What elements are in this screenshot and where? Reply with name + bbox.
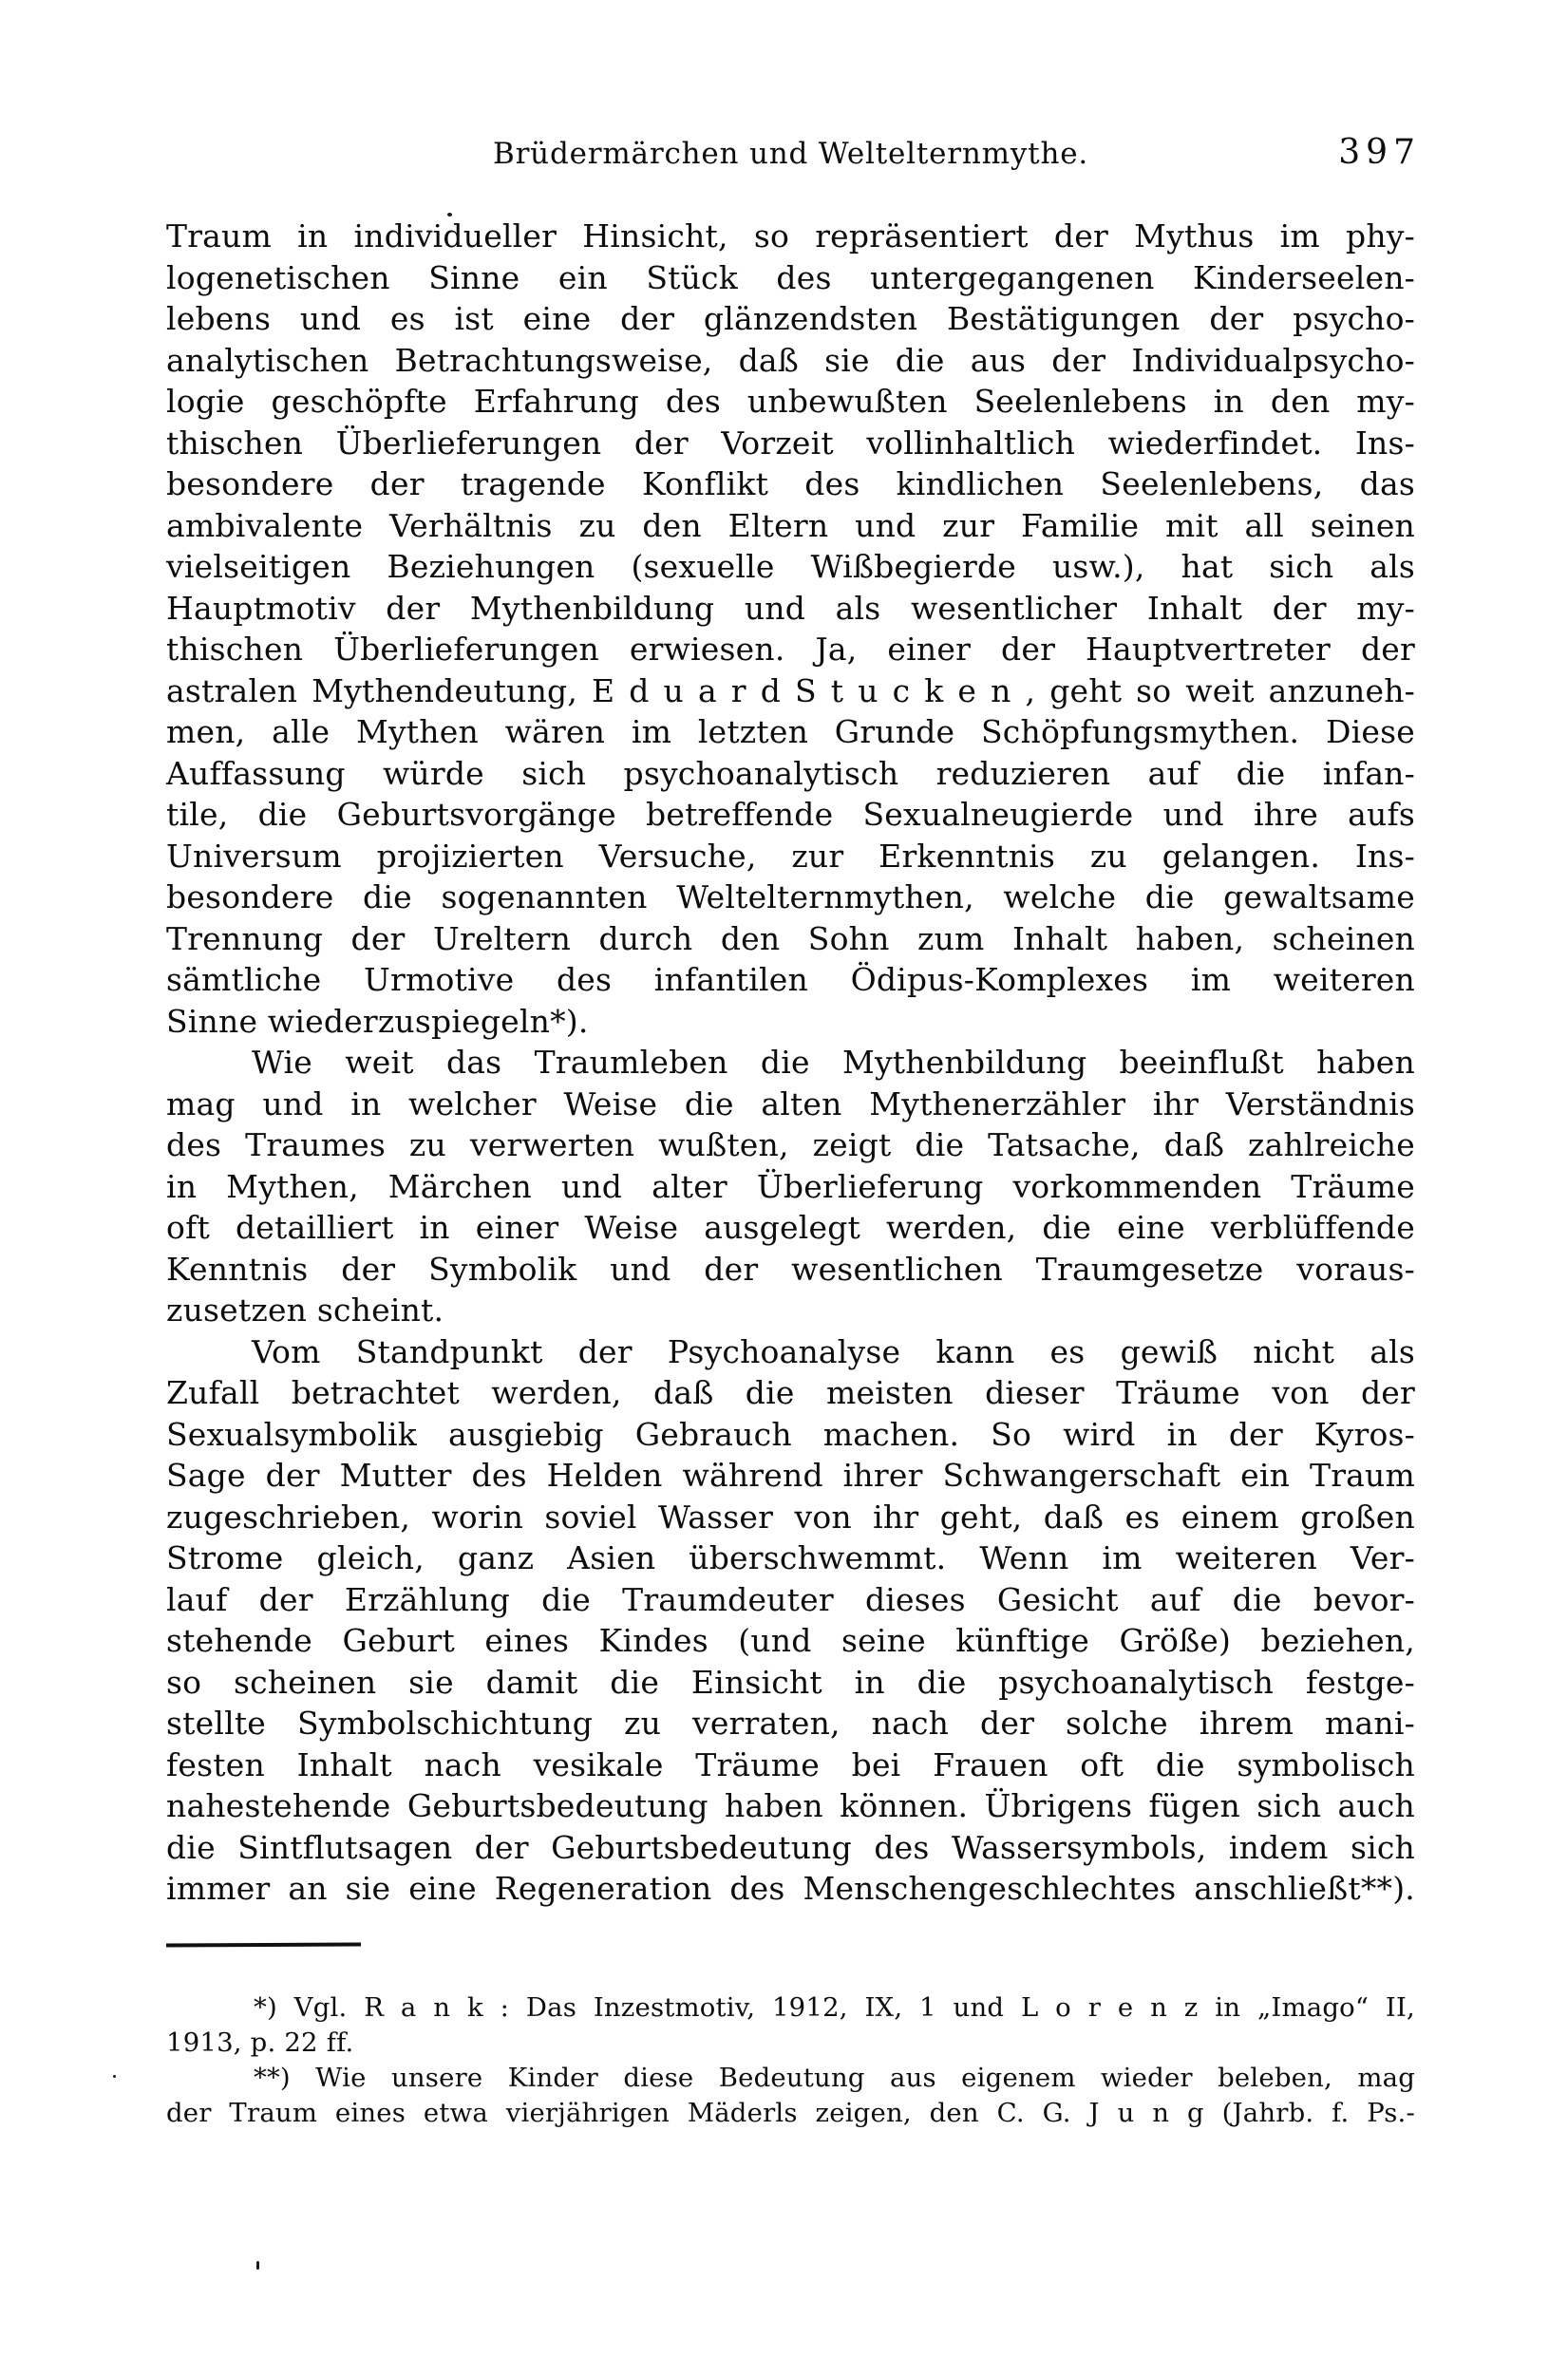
paragraph <box>166 1331 1415 1910</box>
text-line: zugeschrieben, worin soviel Wasser von ihr geht, daß es einem großen <box>166 1498 1415 1536</box>
text-line: men, alle Mythen wären im letzten Grunde Schöpfungsmythen. Diese <box>166 713 1415 750</box>
text-line: nahestehende Geburtsbedeutung haben können. Übrigens fügen sich auch <box>166 1787 1415 1824</box>
text-line: lauf der Erzählung die Traumdeuter dieses Gesicht auf die bevor- <box>166 1580 1415 1618</box>
text-line: Traum in individueller Hinsicht, so repräsentiert der Mythus im phy- <box>166 217 1415 255</box>
text-line: logenetischen Sinne ein Stück des untergegangenen Kinderseelen- <box>166 258 1415 296</box>
text-line: astralen Mythendeutung, E d u a r d S t u c k e n , geht so weit anzuneh- <box>166 671 1415 709</box>
text-line: so scheinen sie damit die Einsicht in die psychoanalytisch festge- <box>166 1663 1415 1701</box>
print-speck <box>447 213 452 217</box>
text-line: thischen Überlieferungen erwiesen. Ja, einer der Hauptvertreter der <box>166 631 1415 668</box>
text-line: des Traumes zu verwerten wußten, zeigt die Tatsache, daß zahlreiche <box>166 1126 1415 1163</box>
text-line: Sinne wiederzuspiegeln*). <box>166 1002 589 1040</box>
text-line: Kenntnis der Symbolik und der wesentlichen Traumgesetze voraus- <box>166 1250 1415 1288</box>
text-line: logie geschöpfte Erfahrung des unbewußten Seelenlebens in den my- <box>166 383 1415 420</box>
text-line: besondere der tragende Konflikt des kindlichen Seelenlebens, das <box>166 465 1415 502</box>
text-line: tile, die Geburtsvorgänge betreffende Sexualneugierde und ihre aufs <box>166 796 1415 833</box>
text-line: stellte Symbolschichtung zu verraten, nach der solche ihrem mani- <box>166 1705 1415 1742</box>
body-text <box>166 216 1415 1910</box>
footnote-separator-rule <box>166 1942 361 1947</box>
print-speck <box>256 2261 259 2270</box>
page-number: 397 <box>1338 133 1421 172</box>
text-line: Auffassung würde sich psychoanalytisch reduzieren auf die infan- <box>166 754 1415 792</box>
text-line: zusetzen scheint. <box>166 1292 444 1329</box>
paragraph <box>166 1042 1415 1331</box>
text-line: Sexualsymbolik ausgiebig Gebrauch machen. So wird in der Kyros- <box>166 1415 1415 1453</box>
text-line: Strome gleich, ganz Asien überschwemmt. Wenn im weiteren Ver- <box>166 1539 1415 1576</box>
paragraph <box>166 1990 1415 2061</box>
text-line: Zufall betrachtet werden, daß die meisten dieser Träume von der <box>166 1374 1415 1411</box>
text-line: der Traum eines etwa vierjährigen Mäderls zeigen, den C. G. J u n g (Jahrb. f. Ps.- <box>166 2098 1415 2128</box>
text-line: vielseitigen Beziehungen (sexuelle Wißbegierde usw.), hat sich als <box>166 548 1415 585</box>
text-line: besondere die sogenannten Weltelternmythen, welche die gewaltsame <box>166 878 1415 915</box>
text-line: ambivalente Verhältnis zu den Eltern und zur Familie mit all seinen <box>166 506 1415 544</box>
paragraph <box>166 2061 1415 2131</box>
text-line: Sage der Mutter des Helden während ihrer Schwangerschaft ein Traum <box>166 1457 1415 1494</box>
text-line: die Sintflutsagen der Geburtsbedeutung des Wassersymbols, indem sich <box>166 1828 1415 1866</box>
text-line: Universum projizierten Versuche, zur Erkenntnis zu gelangen. Ins- <box>166 837 1415 875</box>
footnotes <box>166 1990 1415 2131</box>
text-line: sämtliche Urmotive des infantilen Ödipus-Komplexes im weiteren <box>166 961 1415 998</box>
text-line: stehende Geburt eines Kindes (und seine künftige Größe) beziehen, <box>166 1622 1415 1659</box>
paragraph <box>166 216 1415 1042</box>
text-line: in Mythen, Märchen und alter Überlieferung vorkommenden Träume <box>166 1167 1415 1205</box>
text-line: lebens und es ist eine der glänzendsten Bestätigungen der psycho- <box>166 300 1415 337</box>
text-line: Wie weit das Traumleben die Mythenbildung beeinflußt haben <box>252 1044 1415 1081</box>
text-line: *) Vgl. R a n k : Das Inzestmotiv, 1912, IX, 1 und L o r e n z in „Imago“ II, <box>254 1992 1415 2023</box>
text-line: Trennung der Ureltern durch den Sohn zum Inhalt haben, scheinen <box>166 919 1415 957</box>
text-line: thischen Überlieferungen der Vorzeit vollinhaltlich wiederfindet. Ins- <box>166 424 1415 462</box>
text-line: oft detailliert in einer Weise ausgelegt werden, die eine verblüffende <box>166 1209 1415 1246</box>
text-line: immer an sie eine Regeneration des Menschengeschlechtes anschließt**). <box>166 1870 1415 1907</box>
text-line: mag und in welcher Weise die alten Mythenerzähler ihr Verständnis <box>166 1084 1415 1122</box>
running-header-title: Brüdermärchen und Weltelternmythe. <box>492 137 1089 171</box>
print-speck <box>113 2075 116 2078</box>
text-line: analytischen Betrachtungsweise, daß sie die aus der Individualpsycho- <box>166 341 1415 379</box>
text-line: **) Wie unsere Kinder diese Bedeutung aus eigenem wieder beleben, mag <box>254 2063 1415 2093</box>
running-header <box>166 133 1421 179</box>
text-line: festen Inhalt nach vesikale Träume bei Frauen oft die symbolisch <box>166 1745 1415 1783</box>
text-line: 1913, p. 22 ff. <box>166 2027 354 2058</box>
text-line: Vom Standpunkt der Psychoanalyse kann es gewiß nicht als <box>252 1332 1415 1370</box>
text-line: Hauptmotiv der Mythenbildung und als wesentlicher Inhalt der my- <box>166 589 1415 627</box>
